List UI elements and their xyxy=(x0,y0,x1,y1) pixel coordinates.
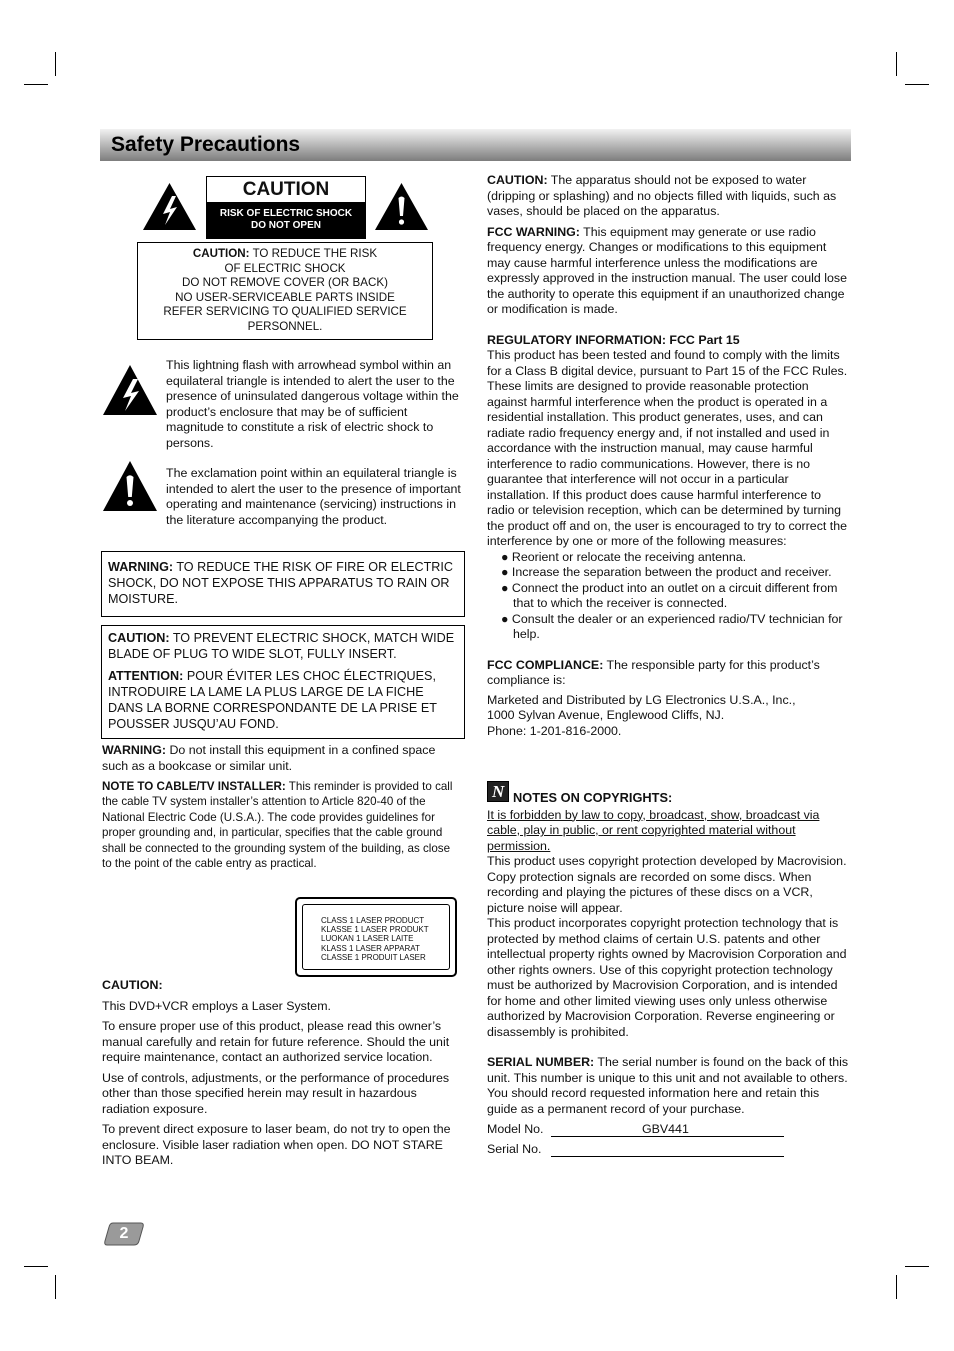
crop-mark xyxy=(896,1275,897,1299)
list-item: ● Reorient or relocate the receiving antenna. xyxy=(501,549,747,564)
warning-space-label: WARNING: xyxy=(102,743,167,757)
fcc-warning-label: FCC WARNING: xyxy=(487,224,580,239)
cable-note-label: NOTE TO CABLE/TV INSTALLER: xyxy=(102,780,286,793)
caution-cover-line: NO USER-SERVICEABLE PARTS INSIDE xyxy=(175,290,395,304)
caution-sign-title: CAUTION xyxy=(242,179,330,200)
exclamation-symbol-text: The exclamation point within an equilateral triangle is intended to alert the user to the presence of important operating and maintenance (servicing) instructions in the literature accompanying the product. xyxy=(166,466,461,527)
crop-mark xyxy=(896,52,897,76)
caution-sign-line: RISK OF ELECTRIC SHOCK xyxy=(219,208,353,219)
laser-product-label xyxy=(295,897,457,977)
caution-sign-line: DO NOT OPEN xyxy=(250,219,321,231)
fcc-warning-text: This equipment may generate or use radio frequency energy. Changes or modifications to this equipment may cause harmful interference unless the modifications are expressly approved in the instruction manual. The user could lose the authority to operate this equipment if an unauthorized change or modification is made. xyxy=(487,224,847,316)
cable-note-paragraph xyxy=(102,779,462,871)
laser-caution-paragraph: To ensure proper use of this product, please read this owner’s manual carefully and retain for future reference. Should the unit require maintenance, contact an authorized service location. xyxy=(102,1019,450,1064)
copyright-paragraph: This product uses copyright protection developed by Macrovision. Copy protection signals are recorded on some discs. When recording and playing the pictures of these discs on a VCR, picture noise will appear. xyxy=(487,854,847,915)
model-number-label: Model No. xyxy=(487,1122,544,1136)
serial-number-text: The serial number is found on the back of this unit. This number is unique to this unit and not available to others. You should record requested information here and retain this guide as a permanent record of your purchase. xyxy=(487,1055,849,1116)
caution-cover-label: CAUTION: xyxy=(192,247,250,260)
plug-caution-text: TO PREVENT ELECTRIC SHOCK, MATCH WIDE BLADE OF PLUG TO WIDE SLOT, FULLY INSERT. xyxy=(108,631,455,661)
fcc-compliance-paragraph xyxy=(487,658,852,689)
caution-cover-line: PERSONNEL. xyxy=(247,319,323,333)
model-number-row xyxy=(487,1122,852,1138)
warning-fire-label: WARNING: xyxy=(108,560,174,574)
attention-label: ATTENTION: xyxy=(108,669,184,683)
serial-no-label: Serial No. xyxy=(487,1142,542,1156)
attention-text: POUR ÉVITER LES CHOC ÉLECTRIQUES, INTRODUIRE LA LAME LA PLUS LARGE DE LA FICHE DANS LA BORNE CORRESPONDANTE DE LA PRISE ET POUSSER JUSQU’AU FOND. xyxy=(108,669,437,731)
laser-product-label-inner xyxy=(302,904,450,970)
laser-label-line: KLASS 1 LASER APPARAT xyxy=(321,943,420,953)
laser-label-line: CLASSE 1 PRODUIT LASER xyxy=(321,952,426,962)
fcc-compliance-text: The responsible party for this product’s compliance is: xyxy=(487,657,820,687)
caution-cover-box xyxy=(137,242,433,340)
serial-number-paragraph xyxy=(487,1055,852,1117)
marketed-line: Phone: 1-201-816-2000. xyxy=(487,723,622,738)
caution-sign xyxy=(206,176,366,239)
marketed-line: Marketed and Distributed by LG Electronics U.S.A., Inc., xyxy=(487,692,796,707)
laser-label-line: KLASSE 1 LASER PRODUKT xyxy=(321,925,429,935)
lightning-symbol-icon xyxy=(102,364,158,416)
caution-cover-line xyxy=(138,247,432,262)
right-column xyxy=(487,173,852,739)
fcc-warning-paragraph xyxy=(487,225,852,318)
list-item: ● Increase the separation between the product and receiver. xyxy=(501,565,832,579)
regulatory-text: This product has been tested and found to comply with the limits for a Class B digital device, pursuant to Part 15 of the FCC Rules. These limits are designed to provide reasonable protection against harmful interference when the product is operated in a residential installation. This product generates, uses, and can radiate radio frequency energy and, if not installed and used in accordance with the instruction manual, may cause harmful interference to radio communications. However, there is no guarantee that interference will not occur in a particular installation. If this product does cause harmful interference to radio or television reception, which can be determined by turning the product off and on, the user is encouraged to try to correct the interference by one or more of the following measures: xyxy=(487,348,848,548)
page-title: Safety Precautions xyxy=(111,133,301,156)
warning-space-text: Do not install this equipment in a confined space such as a bookcase or similar unit. xyxy=(102,743,436,773)
laser-caution-paragraph: This DVD+VCR employs a Laser System. xyxy=(102,998,331,1013)
title-bar xyxy=(100,129,851,161)
warning-space-paragraph xyxy=(102,743,462,774)
laser-caution-paragraph: Use of controls, adjustments, or the performance of procedures other than those specified herein may result in hazardous radiation exposure. xyxy=(102,1070,450,1116)
marketed-line: 1000 Sylvan Avenue, Englewood Cliffs, NJ. xyxy=(487,708,725,722)
laser-caution-paragraph: To prevent direct exposure to laser beam, do not try to open the enclosure. Visible laser radiation when open. DO NOT STARE INTO BEAM. xyxy=(102,1122,451,1167)
warning-fire-text: TO REDUCE THE RISK OF FIRE OR ELECTRIC SHOCK, DO NOT EXPOSE THIS APPARATUS TO RAIN OR MOISTURE. xyxy=(108,560,453,606)
plug-caution-label: CAUTION: xyxy=(108,631,170,645)
laser-caution-section xyxy=(102,978,462,1169)
exclamation-symbol-icon xyxy=(102,460,158,512)
fcc-compliance-label: FCC COMPLIANCE: xyxy=(487,657,604,672)
serial-number-row xyxy=(487,1142,852,1158)
crop-mark xyxy=(55,52,56,76)
caution-cover-line: OF ELECTRIC SHOCK xyxy=(224,261,346,275)
crop-mark xyxy=(24,84,48,85)
caution-cover-line: DO NOT REMOVE COVER (OR BACK) xyxy=(182,276,388,290)
attention-paragraph xyxy=(108,668,458,732)
water-caution-text: The apparatus should not be exposed to water (dripping or splashing) and no objects filled with liquids, such as vases, should be placed on the apparatus. xyxy=(487,173,837,218)
model-number-value: GBV441 xyxy=(642,1122,689,1136)
regulatory-heading: REGULATORY INFORMATION: FCC Part 15 xyxy=(487,332,740,347)
list-item: ● Connect the product into an outlet on a circuit different from that to which the receiver is connected. xyxy=(501,580,838,610)
notes-icon-glyph: N xyxy=(492,782,505,801)
laser-caution-label: CAUTION: xyxy=(102,978,163,992)
serial-number-label: SERIAL NUMBER: xyxy=(487,1055,595,1069)
copyright-paragraph: This product incorporates copyright protection technology that is protected by method claims of certain U.S. patents and other intellectual property rights owned by Macrovision Corporation and other rights owners. Use of this copyright protection technology must be authorized by Macrovision Corporation, and is intended for home and other limited viewing uses only unless otherwise authorized by Macrovision Corporation. Reverse engineering or disassembly is prohibited. xyxy=(487,916,847,1039)
water-caution-paragraph xyxy=(487,173,852,220)
lightning-warning-icon xyxy=(142,182,197,231)
caution-cover-text: TO REDUCE THE RISK xyxy=(252,247,378,260)
interference-measures-list xyxy=(487,550,852,643)
laser-label-line: LUOKAN 1 LASER LAITE xyxy=(321,934,414,944)
caution-sign-banner xyxy=(207,202,365,238)
copyright-heading: NOTES ON COPYRIGHTS: xyxy=(513,790,673,805)
caution-cover-line: REFER SERVICING TO QUALIFIED SERVICE xyxy=(163,305,407,319)
lightning-symbol-text: This lightning flash with arrowhead symbol within an equilateral triangle is intended to alert the user to the presence of uninsulated dangerous voltage within the product’s enclosure that may be of sufficient magnitude to constitute a risk of electric shock to persons. xyxy=(166,358,459,450)
plug-caution-paragraph xyxy=(108,630,458,662)
warning-fire-box xyxy=(101,551,465,617)
copyright-section xyxy=(487,790,852,1158)
laser-label-line: CLASS 1 LASER PRODUCT xyxy=(321,916,425,925)
cable-note-text: This reminder is provided to call the cable TV system installer’s attention to Article 820-40 of the National Electric Code (U.S.A.). The code provides guidelines for proper grounding and, in particular, specifies that the cable ground shall be connected to the grounding system of the building, as close to the point of the cable entry as practical. xyxy=(102,780,453,871)
copyright-notice: It is forbidden by law to copy, broadcast, show, broadcast via cable, play in public, or rent copyrighted material without permission. xyxy=(487,807,820,853)
page-number: 2 xyxy=(119,1225,129,1242)
plug-caution-box xyxy=(101,625,465,739)
crop-mark xyxy=(24,1266,48,1267)
water-caution-label: CAUTION: xyxy=(487,173,548,187)
crop-mark xyxy=(905,1266,929,1267)
exclamation-warning-icon xyxy=(374,182,429,231)
serial-no-line xyxy=(551,1156,784,1157)
crop-mark xyxy=(905,84,929,85)
crop-mark xyxy=(55,1275,56,1299)
list-item: ● Consult the dealer or an experienced radio/TV technician for help. xyxy=(501,611,843,641)
